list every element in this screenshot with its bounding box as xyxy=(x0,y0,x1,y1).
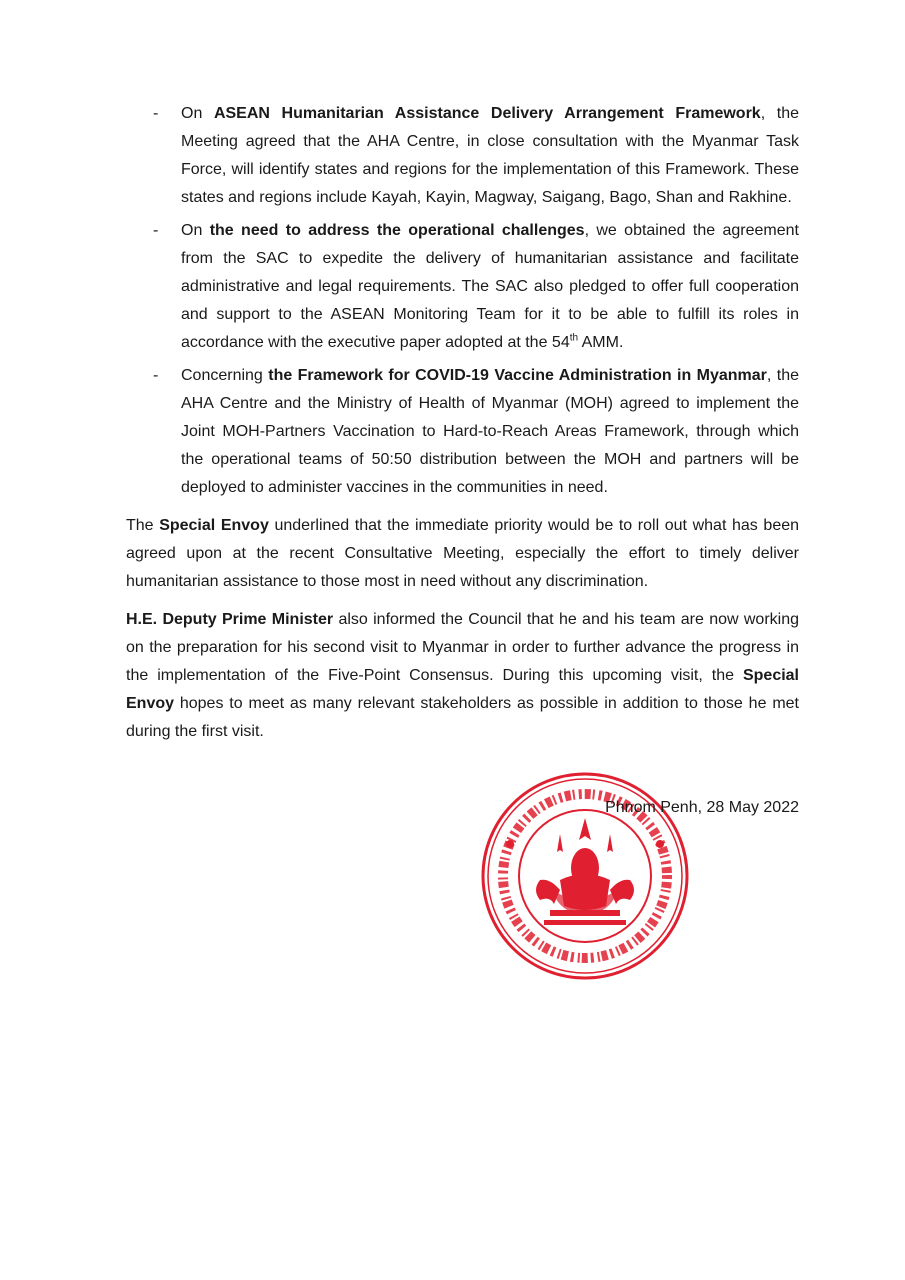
bullet-list xyxy=(0,100,905,507)
list-item xyxy=(0,100,905,212)
bullet-text: Concerning the Framework for COVID-19 Vaccine Administration in Myanmar, the AHA Centre and the Ministry of Health of Myanmar (MOH) agreed to implement the Joint MOH-Partners Vaccination to Hard-to-Reach Areas Framework, through which the operational teams of 50:50 distribution between the MOH and partners will be deployed to administer vaccines in the communities in need. xyxy=(181,367,799,496)
bullet-dash: - xyxy=(153,105,159,122)
list-item xyxy=(0,217,905,357)
paragraph-special-envoy: The Special Envoy underlined that the immediate priority would be to roll out what has been agreed upon at the recent Consultative Meeting, especially the effort to timely deliver humanitarian assistance to those most in need without any discrimination. xyxy=(126,517,800,590)
bullet-heading: the Framework for COVID-19 Vaccine Administration in Myanmar xyxy=(268,367,767,384)
list-item xyxy=(0,362,905,502)
bullet-heading: the need to address the operational challenges xyxy=(209,222,585,239)
bullet-dash: - xyxy=(153,222,159,239)
paragraph-deputy-prime-minister: H.E. Deputy Prime Minister also informed the Council that he and his team are now working on the preparation for his second visit to Myanmar in order to further advance the progress in the implementation of the Five-Point Consensus. During this upcoming visit, the Special Envoy hopes to meet as many relevant stakeholders as possible in addition to those he met during the first visit. xyxy=(126,611,799,740)
bullet-text: On ASEAN Humanitarian Assistance Delivery Arrangement Framework, the Meeting agreed that the AHA Centre, in close consultation with the Myanmar Task Force, will identify states and regions for the implementation of this Framework. These states and regions include Kayah, Kayin, Magway, Saigang, Bago, Shan and Rakhine. xyxy=(181,105,800,206)
bullet-dash: - xyxy=(153,367,159,384)
signoff-place-date: Phnom Penh, 28 May 2022 xyxy=(605,799,799,816)
bullet-text: On the need to address the operational challenges, we obtained the agreement from the SAC to expedite the delivery of humanitarian assistance and facilitate administrative and legal requirements. The SAC also pledged to offer full cooperation and support to the ASEAN Monitoring Team for it to be able to fulfill its roles in accordance with the executive paper adopted at the 54th AMM. xyxy=(181,222,799,351)
bullet-heading: ASEAN Humanitarian Assistance Delivery Arrangement Framework xyxy=(213,105,761,122)
